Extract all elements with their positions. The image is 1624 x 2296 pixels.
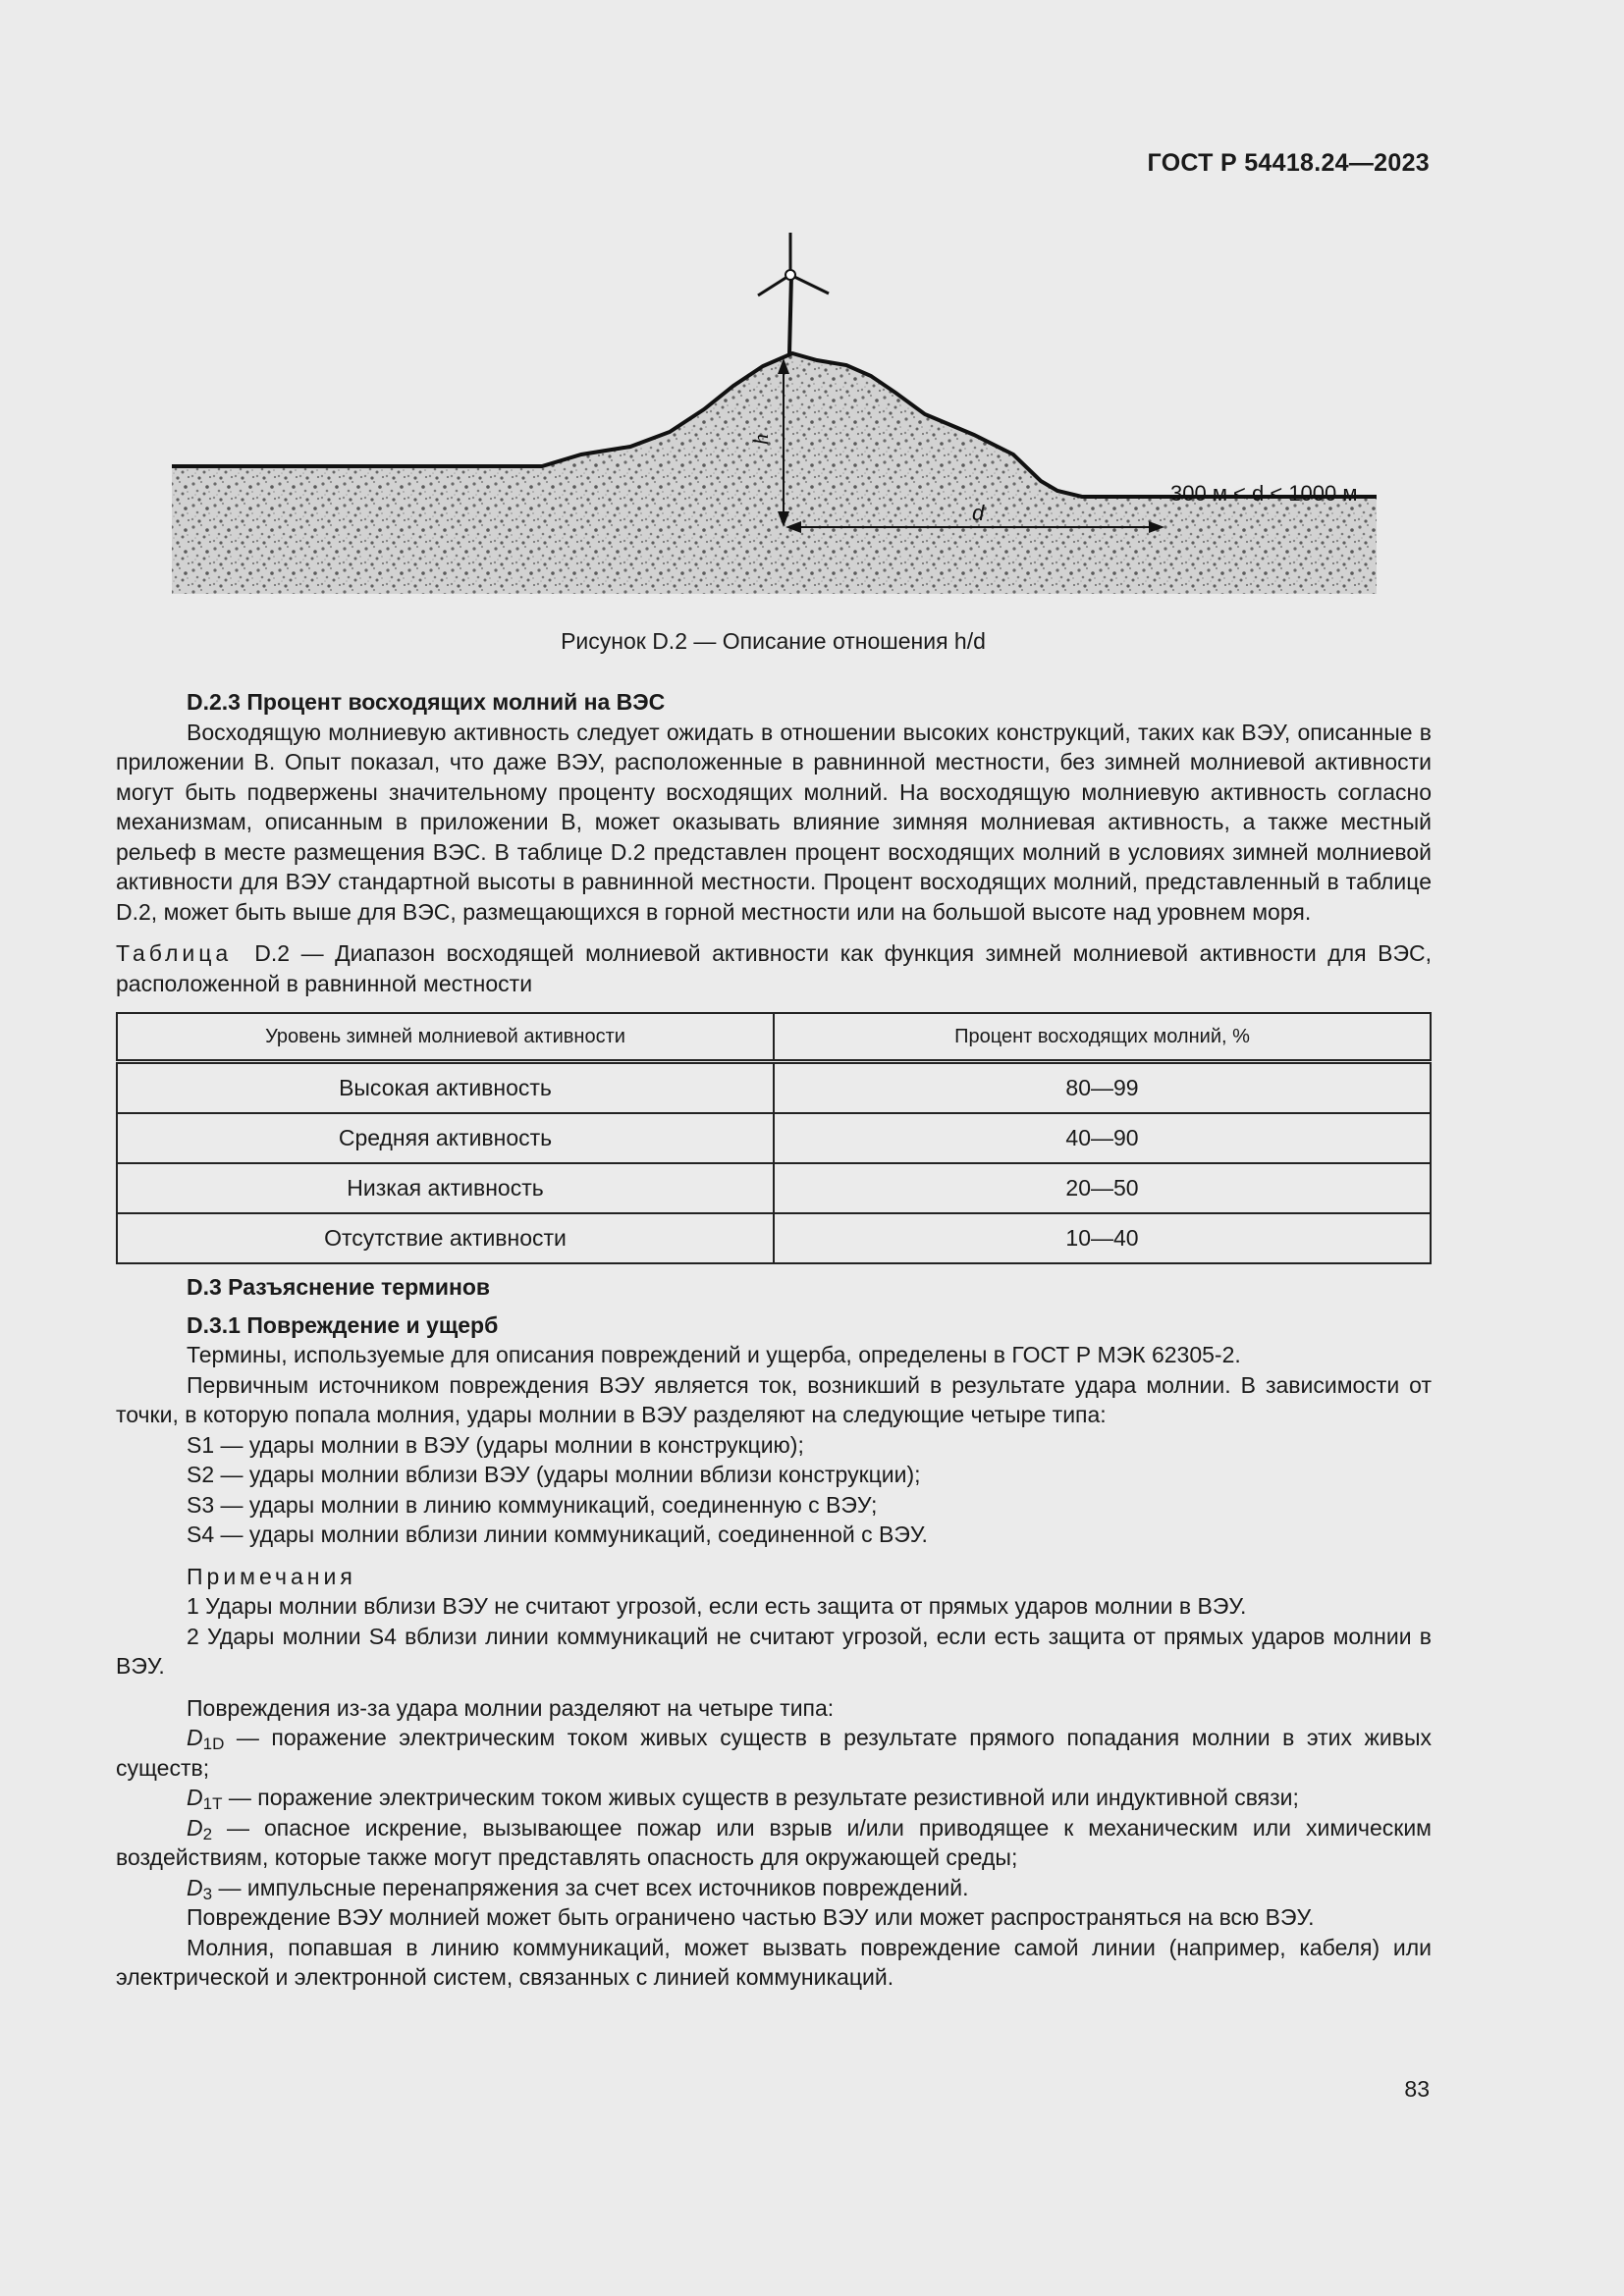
page-number: 83 [1404, 2076, 1430, 2102]
table-cell: Высокая активность [117, 1062, 774, 1114]
list-item: S2 — удары молнии вблизи ВЭУ (удары молнии вблизи конструкции); [187, 1462, 921, 1487]
column-header: Уровень зимней молниевой активности [117, 1013, 774, 1062]
notes-label: Примечания [187, 1563, 356, 1589]
label-d: d [972, 501, 985, 525]
figure-caption: Рисунок D.2 — Описание отношения h/d [561, 628, 986, 654]
table-row [117, 1163, 1431, 1213]
document-id: ГОСТ Р 54418.24—2023 [1147, 149, 1430, 177]
table-row [117, 1113, 1431, 1163]
paragraph-communication-line: Молния, попавшая в линию коммуникаций, может вызвать повреждение самой линии (например, кабеля) или электрической и электронной систем, связанных с линией коммуникаций. [116, 1934, 1432, 1990]
section-heading-d3: D.3 Разъяснение терминов [187, 1274, 491, 1300]
label-h: h [748, 434, 773, 445]
wind-turbine-icon [758, 233, 829, 353]
paragraph-d23: Восходящую молниевую активность следует ожидать в отношении высоких конструкций, таких как ВЭУ, описанные в приложении В. Опыт показал, что даже ВЭУ, расположенные в равнинной местности, без зимней молниевой активности могут быть подвержены значительному проценту восходящих молний. На восходящую молниевую активность согласно механизмам, описанным в приложении В, может оказывать влияние зимняя молниевая активность, а также местный рельеф в месте размещения ВЭС. В таблице D.2 представлен процент восходящих молний в условиях зимней молниевой активности для ВЭУ стандартной высоты в равнинной местности. Процент восходящих молний, представленный в таблице D.2, может быть выше для ВЭС, размещающихся в горной местности или на большой высоте над уровнем моря. [116, 719, 1432, 925]
table-cell: Отсутствие активности [117, 1213, 774, 1263]
table-row [117, 1062, 1431, 1114]
paragraph-damage-intro: Повреждения из-за удара молнии разделяют на четыре типа: [187, 1694, 835, 1721]
figure-hd-diagram [169, 221, 1377, 599]
list-item: S1 — удары молнии в ВЭУ (удары молнии в конструкцию); [187, 1431, 804, 1458]
table-row [117, 1213, 1431, 1263]
section-heading-d23: D.2.3 Процент восходящих молний на ВЭС [187, 689, 666, 715]
list-item: S3 — удары молнии в линию коммуникаций, соединенную с ВЭУ; [187, 1491, 878, 1518]
note-item: 1 Удары молнии вблизи ВЭУ не считают угрозой, если есть защита от прямых ударов молнии в ВЭУ. [187, 1593, 1247, 1619]
section-heading-d31: D.3.1 Повреждение и ущерб [187, 1311, 499, 1338]
column-header: Процент восходящих молний, % [774, 1013, 1431, 1062]
label-distance-range: 300 м < d < 1000 м [1170, 481, 1358, 506]
damage-item: $D_2$ — опасное искрение, вызывающее пожар или взрыв и/или приводящее к механическим или химическим воздействиям, которые также могут представлять опасность для окружающей среды; [116, 1814, 1432, 1870]
table-cell: 10—40 [774, 1213, 1431, 1263]
terrain-hill [172, 353, 1377, 594]
table-cell: Средняя активность [117, 1113, 774, 1163]
table-title-text: D.2 — Диапазон восходящей молниевой активности как функция зимней молниевой активности для ВЭС, расположенной в равнинной местности [116, 940, 1432, 996]
damage-item: $D_{1T}$ — поражение электрическим током живых существ в результате резистивной или индуктивной связи; [187, 1785, 1299, 1813]
paragraph-terms: Термины, используемые для описания повреждений и ущерба, определены в ГОСТ Р МЭК 62305-2. [187, 1342, 1241, 1367]
paragraph-damage-extent: Повреждение ВЭУ молнией может быть ограничено частью ВЭУ или может распространяться на всю ВЭУ. [187, 1904, 1315, 1930]
table-cell: 80—99 [774, 1062, 1431, 1114]
table-label: Таблица [116, 940, 233, 966]
table-header-row [117, 1013, 1431, 1062]
damage-item: $D_{1D}$ — поражение электрическим током живых существ в результате прямого попадания молнии в этих живых существ; [116, 1725, 1432, 1781]
list-item: S4 — удары молнии вблизи линии коммуникаций, соединенной с ВЭУ. [187, 1522, 928, 1547]
table-title [116, 938, 1432, 998]
table-cell: 20—50 [774, 1163, 1431, 1213]
paragraph-primary-source: Первичным источником повреждения ВЭУ является ток, возникший в результате удара молнии. В зависимости от точки, в которую попала молния, удары молнии в ВЭУ разделяют на следующие четыре типа: [116, 1371, 1432, 1427]
note-item: 2 Удары молнии S4 вблизи линии коммуникаций не считают угрозой, если есть защита от прямых ударов молнии в ВЭУ. [116, 1623, 1432, 1679]
document-body [116, 687, 1432, 1993]
damage-item: $D_3$ — импульсные перенапряжения за счет всех источников повреждений. [187, 1874, 969, 1903]
data-table [116, 1012, 1432, 1264]
table-cell: 40—90 [774, 1113, 1431, 1163]
table-cell: Низкая активность [117, 1163, 774, 1213]
